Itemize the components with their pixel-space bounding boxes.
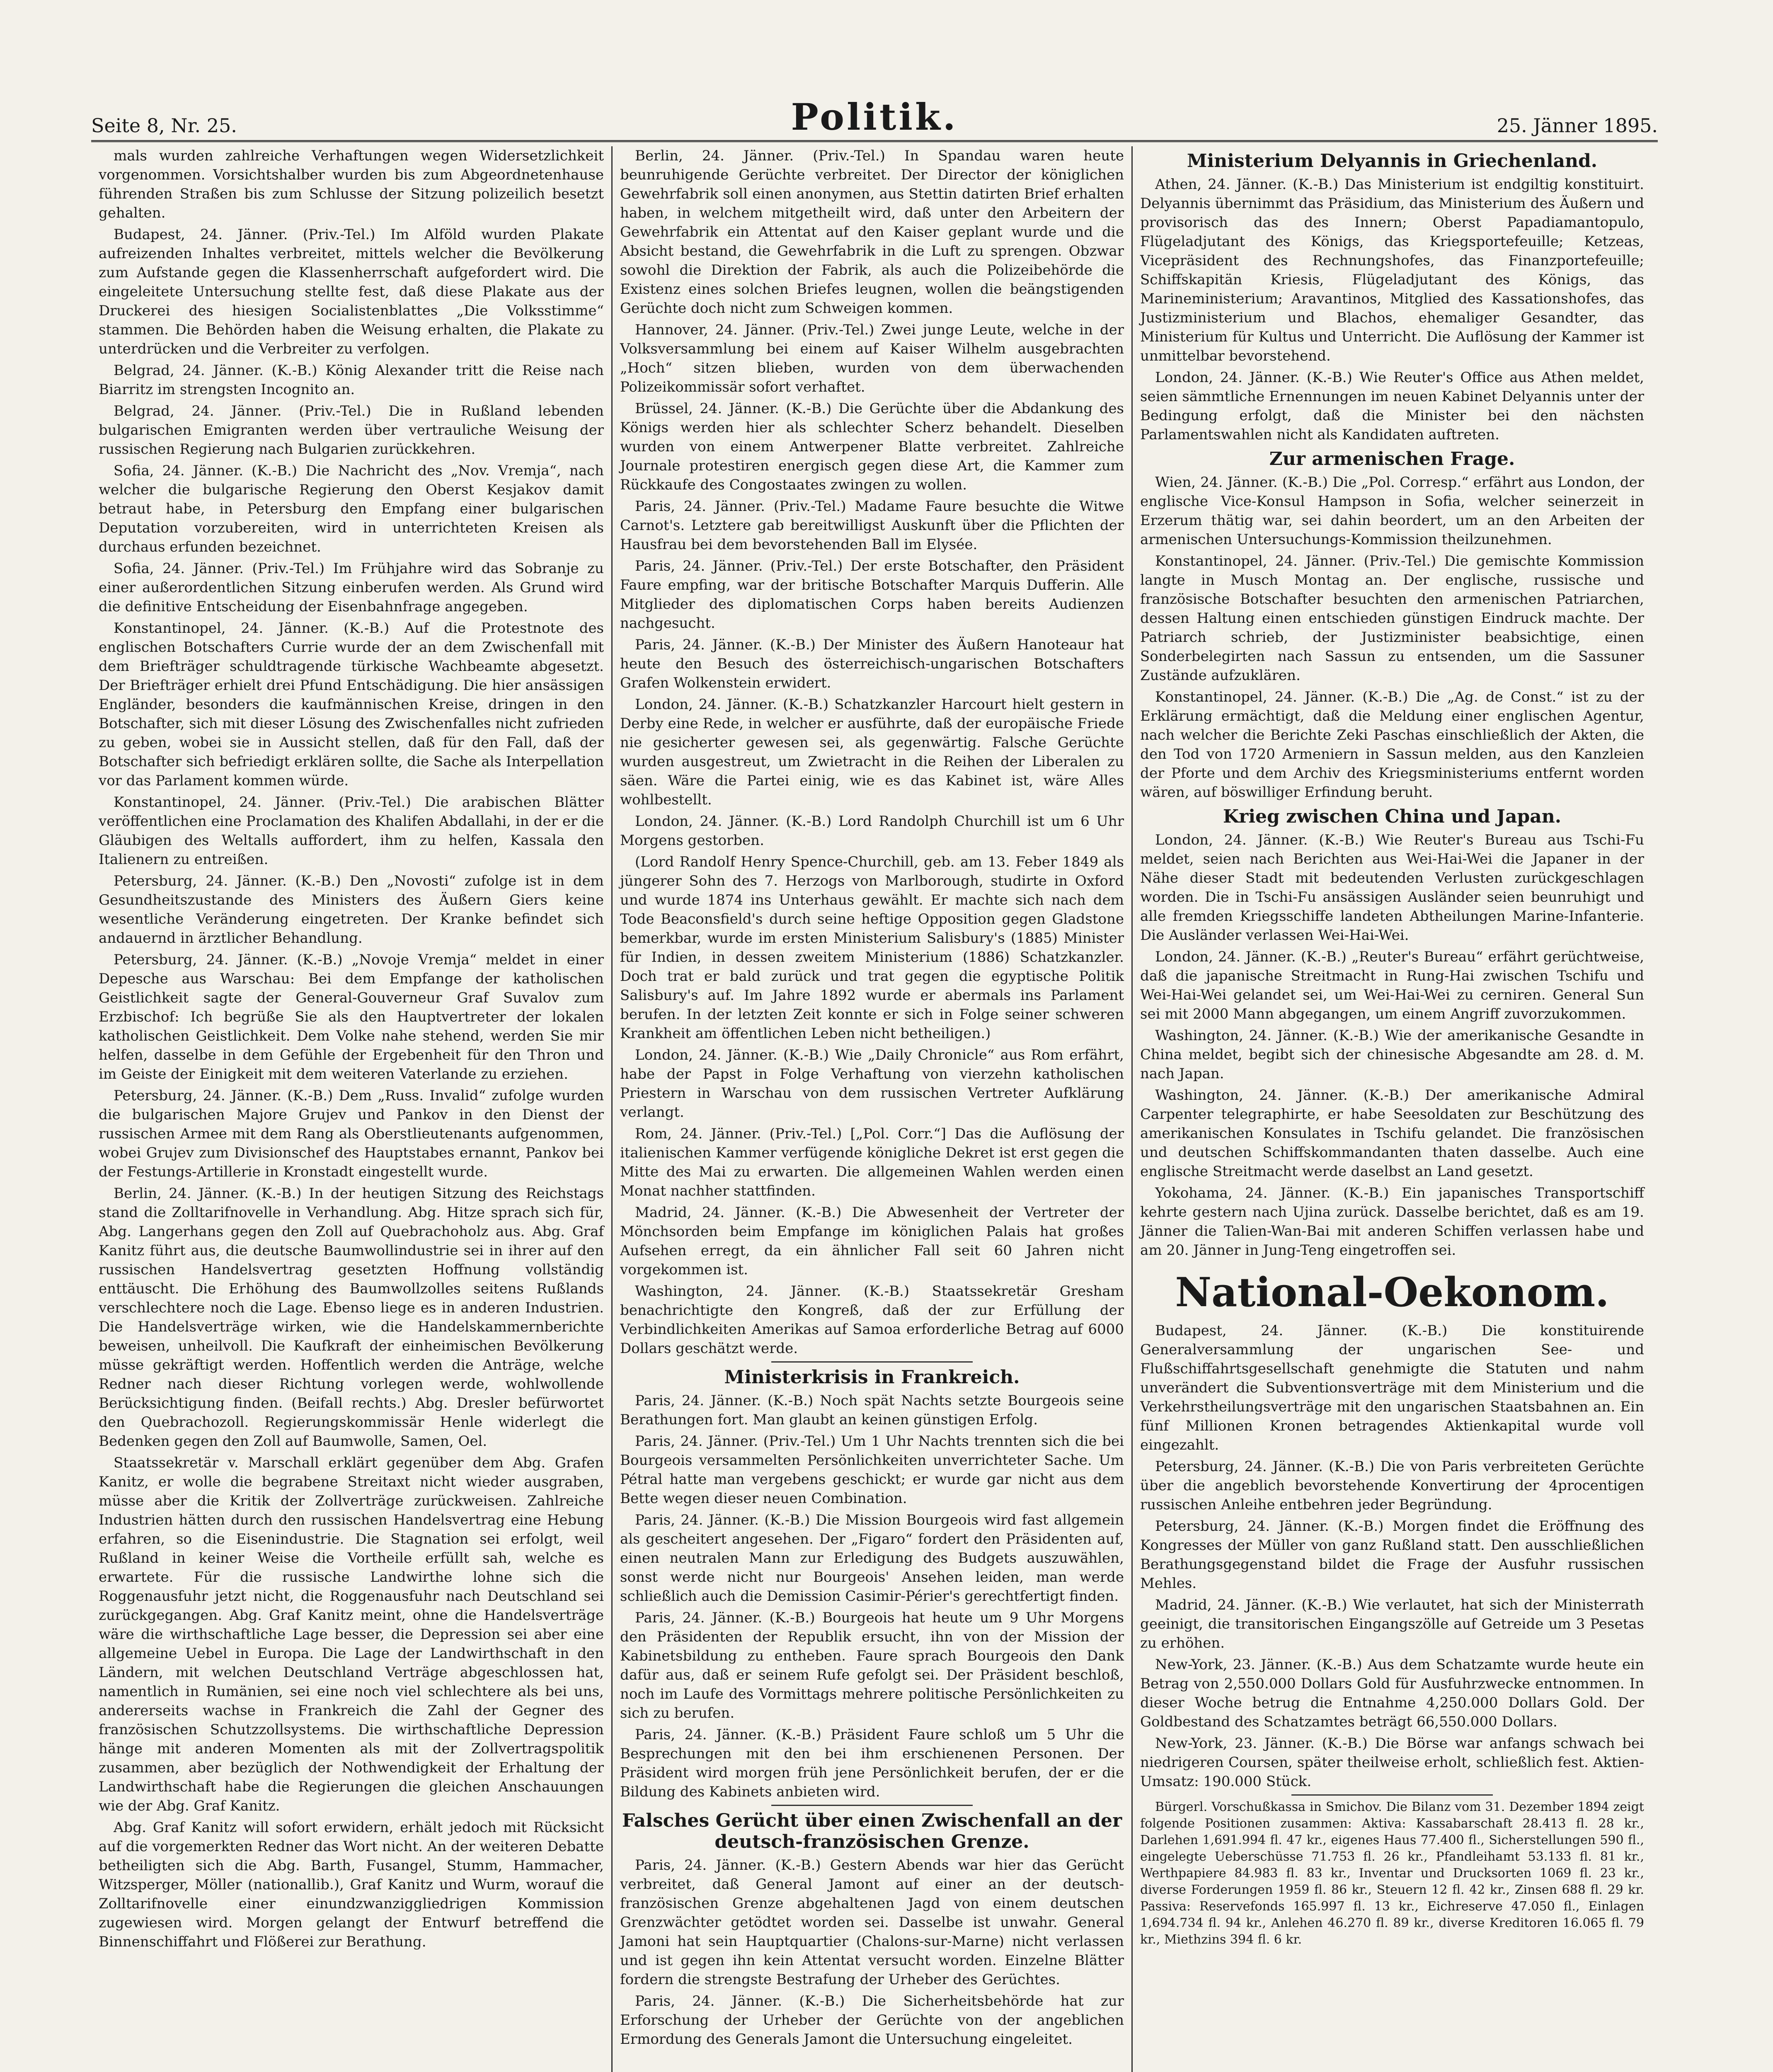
article-paragraph: Paris, 24. Jänner. (Priv.-Tel.) Madame Faure besuchte die Witwe Carnot's. Letztere gab bereitwilligst Auskunft über die Pflichten der Hausfrau bei dem bevorstehenden Ball im Elysée. (620, 498, 1124, 553)
article-paragraph: Paris, 24. Jänner. (Priv.-Tel.) Um 1 Uhr Nachts trennten sich die bei Bourgeois versammelten Persönlichkeiten unverrichteter Sache. Um Pétral hatte man vergebens geschickt; er wurde gar nicht aus dem Bette wegen dieser neuen Combination. (620, 1433, 1124, 1507)
article-paragraph: Brüssel, 24. Jänner. (K.-B.) Die Gerüchte über die Abdankung des Königs werden hier als schlechter Scherz behandelt. Dieselben wurden von einem Antwerpener Blatte verbreitet. Zahlreiche Journale protestiren energisch gegen diese Art, die Kammer zum Rückkaufe des Congostaates zwingen zu wollen. (620, 400, 1124, 493)
divider (771, 1805, 973, 1806)
article-paragraph: Paris, 24. Jänner. (K.-B.) Gestern Abends war hier das Gerücht verbreitet, daß General Jamont auf einer an der deutsch-französischen Grenze abgehaltenen Jagd von einem deutschen Grenzwächter getödtet worden sei. Dasselbe ist unwahr. General Jamoni hat sein Hauptquartier (Chalons-sur-Marne) nicht verlassen und ist gegen ihn kein Attentat versucht worden. Einzelne Blätter fordern die strengste Bestrafung der Urheber des Gerüchtes. (620, 1857, 1124, 1988)
article-paragraph: Yokohama, 24. Jänner. (K.-B.) Ein japanisches Transportschiff kehrte gestern nach Ujina zurück. Dasselbe berichtet, daß es am 19. Jänner die Talien-Wan-Bai mit anderen Schiffen verlassen habe und am 20. Jänner in Jung-Teng eingetroffen sei. (1140, 1185, 1644, 1259)
section-heading-delyannis: Ministerium Delyannis in Griechenland. (1187, 150, 1598, 172)
article-paragraph: Berlin, 24. Jänner. (Priv.-Tel.) In Spandau waren heute beunruhigende Gerüchte verbreitet. Der Director der königlichen Gewehrfabrik soll einen anonymen, aus Stettin datirten Brief erhalten haben, in welchem mitgetheilt wird, daß unter den Arbeitern der Gewehrfabrik ein Attentat auf den Kaiser geplant wurde und die Absicht bestand, die Gewehrfabrik in die Luft zu sprengen. Obzwar sowohl die Direktion der Fabrik, als auch die Polizeibehörde die Existenz eines solchen Briefes leugnen, wollen die beängstigenden Gerüchte doch nicht zum Schweigen kommen. (620, 148, 1124, 317)
article-paragraph: Washington, 24. Jänner. (K.-B.) Wie der amerikanische Gesandte in China meldet, begibt sich der chinesische Abgesandte am 28. d. M. nach Japan. (1140, 1027, 1644, 1082)
section-heading-armenische-frage: Zur armenischen Frage. (1269, 448, 1515, 470)
article-paragraph: Staatssekretär v. Marschall erklärt gegenüber dem Abg. Grafen Kanitz, er wolle die begrabene Streitaxt nicht wieder ausgraben, müsse aber die Kritik der Zollverträge zurückweisen. Zahlreiche Industrien hätten durch den russischen Handelsvertrag eine Hebung erfahren, so die Eisenindustrie. Die Stagnation sei erfolgt, weil Rußland in keiner Weise die Vortheile erfüllt sah, welche es erwartete. Für die russische Landwirthe lohne sich die Roggenausfuhr jetzt nicht, die Roggenausfuhr nach Deutschland sei zurückgegangen. Abg. Graf Kanitz meint, ohne die Handelsverträge wäre die wirthschaftliche Lage besser, die Depression sei aber eine allgemeine Uebel in Europa. Die Lage der Landwirthschaft in den Ländern, mit welchen Deutschland Verträge abgeschlossen hat, namentlich in Rumänien, sei eine noch viel schlechtere als bei uns, andererseits wachse in Frankreich die Zahl der Gegner des französischen Schutzzollsystems. Die wirthschaftliche Depression hänge mit anderen Momenten als mit der Zollvertragspolitik zusammen, aber bezüglich der Nothwendigkeit der Erhaltung der Landwirthschaft habe die Regierungen die gleichen Anschauungen wie der Abg. Graf Kanitz. (99, 1455, 604, 1814)
article-paragraph: mals wurden zahlreiche Verhaftungen wegen Widersetzlichkeit vorgenommen. Vorsichtshalber wurden bis zum Abgeordnetenhause führenden Straßen bis zum Schlusse der Sitzung polizeilich besetzt gehalten. (99, 148, 604, 221)
divider (771, 1361, 973, 1363)
article-paragraph: London, 24. Jänner. (K.-B.) Wie „Daily Chronicle“ aus Rom erfährt, habe der Papst in Folge Verhaftung von vierzehn katholischen Priestern in Warschau von dem russischen Vertreter Aufklärung verlangt. (620, 1047, 1124, 1121)
article-paragraph: Belgrad, 24. Jänner. (K.-B.) König Alexander tritt die Reise nach Biarritz im strengsten Incognito an. (99, 362, 604, 398)
article-paragraph: Rom, 24. Jänner. (Priv.-Tel.) [„Pol. Corr.“] Das die Auflösung der italienischen Kammer verfügende königliche Dekret ist erst gegen die Mitte des Mai zu erwarten. Die allgemeinen Wahlen werden einen Monat nachher stattfinden. (620, 1126, 1124, 1199)
article-paragraph: Petersburg, 24. Jänner. (K.-B.) „Novoje Vremja“ meldet in einer Depesche aus Warschau: Bei dem Empfange der katholischen Geistlichkeit sagte der General-Gouverneur Graf Suvalov zum Erzbischof: Ich begrüße Sie als den Hauptvertreter der lokalen katholischen Geistlichkeit. Dem Volke nahe stehend, werden Sie mir helfen, dasselbe in dem Gefühle der Ergebenheit für den Thron und im Geiste der Einigkeit mit dem weiteren Vaterlande zu erziehen. (99, 951, 604, 1082)
article-paragraph: Konstantinopel, 24. Jänner. (Priv.-Tel.) Die gemischte Kommission langte in Musch Montag an. Der englische, russische und französische Botschafter besuchten den armenischen Patriarchen, dessen Haltung einen entschieden günstigen Eindruck machte. Der Patriarch schrieb, der Justizminister beabsichtige, einen Sonderbelegirten nach Sassun zu entsenden, um die Sassuner Zustände aufzuklären. (1140, 553, 1644, 684)
article-paragraph: Petersburg, 24. Jänner. (K.-B.) Die von Paris verbreiteten Gerüchte über die angeblich bevorstehende Konvertirung der 4procentigen russischen Anleihe entbehren jeder Begründung. (1140, 1458, 1644, 1513)
columns (91, 146, 1658, 2072)
article-paragraph: Paris, 24. Jänner. (K.-B.) Der Minister des Äußern Hanoteaur hat heute den Besuch des österreichisch-ungarischen Botschafters Grafen Wolkenstein erwidert. (620, 637, 1124, 691)
article-paragraph: Sofia, 24. Jänner. (K.-B.) Die Nachricht des „Nov. Vremja“, nach welcher die bulgarische Regierung den Oberst Kesjakov damit betraut habe, in Petersburg den Empfang einer bulgarischen Deputation vorzubereiten, wird in unterrichteten Kreisen als durchaus erfunden bezeichnet. (99, 462, 604, 555)
article-paragraph: Madrid, 24. Jänner. (K.-B.) Die Abwesenheit der Vertreter der Mönchsorden beim Empfange im königlichen Palais hat großes Aufsehen erregt, da ein ähnlicher Fall seit 60 Jahren nicht vorgekommen ist. (620, 1204, 1124, 1278)
article-paragraph: Konstantinopel, 24. Jänner. (K.-B.) Auf die Protestnote des englischen Botschafters Currie wurde der an dem Zwischenfall mit dem Briefträger schuldtragende türkische Wachbeamte abgesetzt. Der Briefträger erhielt drei Pfund Entschädigung. Die hier ansässigen Engländer, besonders die kaufmännischen Kreise, dringen in den Botschafter, sich mit dieser Lösung des Zwischenfalles nicht zufrieden zu geben, wobei sie in Aussicht stellen, daß für den Fall, daß der Botschafter sich befriedigt erklären sollte, die Sache als Interpellation vor das Parlament kommen würde. (99, 620, 604, 789)
article-paragraph: Washington, 24. Jänner. (K.-B.) Staatssekretär Gresham benachrichtigte den Kongreß, daß der zur Erfüllung der Verbindlichkeiten Amerikas auf Samoa erforderliche Betrag auf 6000 Dollars geschätzt werde. (620, 1283, 1124, 1357)
article-paragraph: Paris, 24. Jänner. (Priv.-Tel.) Der erste Botschafter, den Präsident Faure empfing, war der britische Botschafter Marquis Dufferin. Alle Mitglieder des diplomatischen Corps haben bereits Audienzen nachgesucht. (620, 558, 1124, 632)
article-paragraph: (Lord Randolf Henry Spence-Churchill, geb. am 13. Feber 1849 als jüngerer Sohn des 7. Herzogs von Marlborough, studirte in Oxford und wurde 1874 ins Unterhaus gewählt. Er machte sich nach dem Tode Beaconsfield's durch seine heftige Opposition gegen Gladstone bemerkbar, wurde im ersten Ministerium Salisbury's (1885) Minister für Indien, in dessen zweitem Ministerium (1886) Schatzkanzler. Doch trat er bald zurück und trat gegen die egyptische Politik Salisbury's auf. Im Jahre 1892 wurde er abermals ins Parlament berufen. In der letzten Zeit konnte er sich in Folge seiner schweren Krankheit am öffentlichen Leben nicht betheiligen.) (620, 854, 1124, 1042)
article-paragraph: Paris, 24. Jänner. (K.-B.) Die Sicherheitsbehörde hat zur Erforschung der Urheber der Gerüchte von der angeblichen Ermordung des Generals Jamont die Untersuchung eingeleitet. (620, 1993, 1124, 2048)
article-paragraph: Petersburg, 24. Jänner. (K.-B.) Den „Novosti“ zufolge ist in dem Gesundheitszustande des Ministers des Äußern Giers keine wesentliche Veränderung eingetreten. Der Kranke befindet sich andauernd in ärztlicher Behandlung. (99, 873, 604, 946)
article-paragraph: Paris, 24. Jänner. (K.-B.) Bourgeois hat heute um 9 Uhr Morgens den Präsidenten der Republik ersucht, ihn von der Mission der Kabinetsbildung zu entheben. Faure sprach Bourgeois den Dank dafür aus, daß er seinem Rufe gefolgt sei. Der Präsident beschloß, noch im Laufe des Vormittags mehrere politische Persönlichkeiten zu sich zu berufen. (620, 1610, 1124, 1721)
article-paragraph: Budapest, 24. Jänner. (K.-B.) Die konstituirende Generalversammlung der ungarischen See- und Flußschiffahrtsgesellschaft genehmigte die Statuten und nahm unverändert die Subventionsverträge mit dem Ministerium und die Verkehrstheilungsverträge mit den ungarischen Staatsbahnen an. Ein fünf Millionen Kronen betragendes Aktienkapital wurde voll eingezahlt. (1140, 1322, 1644, 1453)
article-paragraph: Sofia, 24. Jänner. (Priv.-Tel.) Im Frühjahre wird das Sobranje zu einer außerordentlichen Sitzung einberufen werden. Als Grund wird die definitive Entscheidung der Eisenbahnfrage angegeben. (99, 560, 604, 615)
article-paragraph: Petersburg, 24. Jänner. (K.-B.) Dem „Russ. Invalid“ zufolge wurden die bulgarischen Majore Grujev und Pankov in den Dienst der russischen Armee mit dem Rang als Oberstlieutenants aufgenommen, wobei Grujev zum Divisionschef des Hauptstabes ernannt, Pankov bei der Festungs-Artillerie in Kronstadt eingestellt wurde. (99, 1087, 604, 1180)
article-paragraph: Hannover, 24. Jänner. (Priv.-Tel.) Zwei junge Leute, welche in der Volksversammlung bei einem auf Kaiser Wilhelm ausgebrachten „Hoch“ sitzen blieben, wurden von dem überwachenden Polizeikommissär sofort verhaftet. (620, 322, 1124, 395)
article-paragraph: Washington, 24. Jänner. (K.-B.) Der amerikanische Admiral Carpenter telegraphirte, er habe Seesoldaten zur Beschützung des amerikanischen Konsulates in Tschifu gelandet. Die französischen und deutschen Schiffskommandanten thaten dasselbe. Auch eine englische Streitmacht werde daselbst an Land gesetzt. (1140, 1087, 1644, 1180)
notice-vorschusskassa: Bürgerl. Vorschußkassa in Smichov. Die Bilanz vom 31. Dezember 1894 zeigt folgende Positionen zusammen: Aktiva: Kassabarschaft 28.413 fl. 28 kr., Darlehen 1,691.994 fl. 47 kr., eigenes Haus 77.400 fl., Sicherstellungen 590 fl., eingelegte Ueberschüsse 71.753 fl. 26 kr., Pfandleihamt 53.133 fl. 81 kr., Werthpapiere 84.983 fl. 83 kr., Inventar und Drucksorten 1069 fl. 23 kr., diverse Forderungen 1959 fl. 86 kr., Steuern 12 fl. 42 kr., Zinsen 688 fl. 29 kr. Passiva: Reservefonds 165.997 fl. 13 kr., Eichreserve 47.050 fl., Einlagen 1,694.734 fl. 94 kr., Anlehen 46.270 fl. 89 kr., diverse Kreditoren 16.065 fl. 79 kr., Miethzins 394 fl. 6 kr. (1140, 1800, 1644, 1947)
page-number: Seite 8, Nr. 25. (91, 114, 237, 137)
article-paragraph: Berlin, 24. Jänner. (K.-B.) In der heutigen Sitzung des Reichstags stand die Zolltarifnovelle in Verhandlung. Abg. Hitze sprach sich für, Abg. Langerhans gegen den Zoll auf Quebrachoholz aus. Abg. Graf Kanitz führt aus, die deutsche Baumwollindustrie sei in ihrer auf den russischen Handelsvertrag gesetzten Hoffnung vollständig enttäuscht. Die Erhöhung des Baumwollzolles seitens Rußlands verschlechtere noch die Lage. Ebenso liege es in anderen Industrien. Die Handelsverträge wirken, wie die Handelskammernberichte beweisen, unheilvoll. Die Kaufkraft der einheimischen Bevölkerung müsse gekräftigt werden. Hoffentlich werden die Anträge, welche Redner nach dieser Richtung vorlegen werde, wohlwollende Berücksichtigung finden. (Beifall rechts.) Abg. Dresler befürwortet den Quebrachozoll. Regierungskommissär Henle widerlegt die Bedenken gegen den Zoll auf Baumwolle, Samen, Oel. (99, 1185, 604, 1450)
article-paragraph: Paris, 24. Jänner. (K.-B.) Noch spät Nachts setzte Bourgeois seine Berathungen fort. Man glaubt an keinen günstigen Erfolg. (620, 1392, 1124, 1428)
article-paragraph: London, 24. Jänner. (K.-B.) „Reuter's Bureau“ erfährt gerüchtweise, daß die japanische Streitmacht in Rung-Hai zwischen Tschifu und Wei-Hai-Wei gelandet sei, um Wei-Hai-Wei zu cerniren. General Sun sei mit 2000 Mann abgegangen, um einem Angriff zuvorzukommen. (1140, 949, 1644, 1022)
page-header (91, 95, 1658, 142)
article-paragraph: Konstantinopel, 24. Jänner. (Priv.-Tel.) Die arabischen Blätter veröffentlichen eine Proclamation des Khalifen Abdallahi, in der er die Gläubigen des Weltalls auffordert, ihm zu helfen, Kassala den Italienern zu entreißen. (99, 794, 604, 868)
article-paragraph: Paris, 24. Jänner. (K.-B.) Die Mission Bourgeois wird fast allgemein als gescheitert angesehen. Der „Figaro“ fordert den Präsidenten auf, einen neutralen Mann zur Erledigung des Budgets auszuwählen, sonst werde nicht nur Bourgeois' Ansehen leiden, man werde schließlich auch die Demission Casimir-Périer's gerechtfertigt finden. (620, 1512, 1124, 1605)
article-paragraph: New-York, 23. Jänner. (K.-B.) Aus dem Schatzamte wurde heute ein Betrag von 2,550.000 Dollars Gold für Ausfuhrzwecke entnommen. In dieser Woche betrug die Entnahme 4,250.000 Dollars Gold. Der Goldbestand des Schatzamtes beträgt 66,550.000 Dollars. (1140, 1656, 1644, 1730)
section-heading-ministerkrisis: Ministerkrisis in Frankreich. (724, 1367, 1020, 1388)
article-paragraph: London, 24. Jänner. (K.-B.) Schatzkanzler Harcourt hielt gestern in Derby eine Rede, in welcher er ausführte, daß der europäische Friede nie gesicherter gewesen sei, als gegenwärtig. Falsche Gerüchte wurden ausgestreut, um Zwietracht in die Reihen der Liberalen zu säen. Wäre die Partei einig, wie es das Kabinet ist, wäre Alles wohlbestellt. (620, 696, 1124, 808)
section-heading-china-japan: Krieg zwischen China und Japan. (1223, 806, 1562, 827)
article-paragraph: Budapest, 24. Jänner. (Priv.-Tel.) Im Alföld wurden Plakate aufreizenden Inhaltes verbreitet, mittels welcher die Bevölkerung zum Aufstande gegen die Klassenherrschaft aufgefordert wird. Die eingeleitete Untersuchung stellte fest, daß diese Plakate aus der Druckerei des hiesigen Socialistenblattes „Die Volksstimme“ stammen. Die Behörden haben die Weisung erhalten, die Plakate zu unterdrücken und die Verbreiter zu verfolgen. (99, 226, 604, 357)
article-paragraph: Abg. Graf Kanitz will sofort erwidern, erhält jedoch mit Rücksicht auf die vorgemerkten Redner das Wort nicht. An der weiteren Debatte betheiligten sich die Abg. Barth, Fusangel, Stumm, Hammacher, Witzsperger, Möller (nationallib.), Graf Kanitz und Wurm, worauf die Zolltarifnovelle einer einundzwanziggliedrigen Kommission zugewiesen wird. Morgen gelangt der Entwurf betreffend die Binnenschiffahrt und Flößerei zur Berathung. (99, 1819, 604, 1950)
article-paragraph: London, 24. Jänner. (K.-B.) Wie Reuter's Office aus Athen meldet, seien sämmtliche Ernennungen im neuen Kabinet Delyannis unter der Bedingung erfolgt, daß die Minister bei den nächsten Parlamentswahlen nicht als Kandidaten auftreten. (1140, 369, 1644, 443)
article-paragraph: Athen, 24. Jänner. (K.-B.) Das Ministerium ist endgiltig konstituirt. Delyannis übernimmt das Präsidium, das Ministerium des Äußern und provisorisch das des Innern; Oberst Papadiamantopulo, Flügeladjutant des Königs, das Kriegsportefeuille; Ketzeas, Vicepräsident des Rechnungshofes, das Finanzportefeuille; Schiffskapitän Kriesis, Flügeladjutant des Königs, das Marineministerium; Aravantinos, Mitglied des Kassationshofes, das Justizministerium und Blachos, ehemaliger Gesandter, das Ministerium für Kultus und Unterricht. Die Auflösung der Kammer ist unmittelbar bevorstehend. (1140, 176, 1644, 364)
column-3 (1131, 146, 1652, 2072)
section-heading-national-oekonom: National-Oekonom. (1175, 1269, 1609, 1316)
article-paragraph: London, 24. Jänner. (K.-B.) Lord Randolph Churchill ist um 6 Uhr Morgens gestorben. (620, 813, 1124, 849)
divider (1291, 1794, 1493, 1796)
column-2 (611, 146, 1131, 2072)
issue-date: 25. Jänner 1895. (1497, 114, 1658, 137)
newspaper-page (91, 95, 1658, 2072)
article-paragraph: Madrid, 24. Jänner. (K.-B.) Wie verlautet, hat sich der Ministerrath geeinigt, die transitorischen Eingangszölle auf Getreide um 3 Pesetas zu erhöhen. (1140, 1597, 1644, 1651)
article-paragraph: New-York, 23. Jänner. (K.-B.) Die Börse war anfangs schwach bei niedrigeren Coursen, später theilweise erholt, schließlich fest. Aktien-Umsatz: 190.000 Stück. (1140, 1735, 1644, 1790)
article-paragraph: Paris, 24. Jänner. (K.-B.) Präsident Faure schloß um 5 Uhr die Besprechungen mit den bei ihm erschienenen Personen. Der Präsident wird morgen früh jene Persönlichkeit berufen, der er die Bildung des Kabinets anbieten wird. (620, 1726, 1124, 1800)
article-paragraph: Belgrad, 24. Jänner. (Priv.-Tel.) Die in Rußland lebenden bulgarischen Emigranten werden über vertrauliche Weisung der russischen Regierung nach Bulgarien zurückkehren. (99, 403, 604, 457)
article-paragraph: Petersburg, 24. Jänner. (K.-B.) Morgen findet die Eröffnung des Kongresses der Müller von ganz Rußland statt. Den ausschließlichen Berathungsgegenstand bildet die Frage der Ausfuhr russischen Mehles. (1140, 1518, 1644, 1592)
article-paragraph: London, 24. Jänner. (K.-B.) Wie Reuter's Bureau aus Tschi-Fu meldet, seien nach Berichten aus Wei-Hai-Wei die Japaner in der Nähe dieser Stadt mit bedeutenden Verlusten zurückgeschlagen worden. Die in Tschi-Fu ansässigen Ausländer seien beunruhigt und alle fremden Kriegsschiffe landeten Abtheilungen Marine-Infanterie. Die Ausländer verlassen Wei-Hai-Wei. (1140, 832, 1644, 944)
section-title: Politik. (791, 95, 958, 138)
column-1 (91, 146, 611, 2072)
article-paragraph: Wien, 24. Jänner. (K.-B.) Die „Pol. Corresp.“ erfährt aus London, der englische Vice-Konsul Hampson in Sofia, welcher seinerzeit in Erzerum thätig war, sei dahin beordert, um an den Arbeiten der armenischen Untersuchungs-Kommission theilzunehmen. (1140, 474, 1644, 548)
article-paragraph: Konstantinopel, 24. Jänner. (K.-B.) Die „Ag. de Const.“ ist zu der Erklärung ermächtigt, daß die Meldung einer englischen Agentur, nach welcher die Berichte Zeki Paschas einschließlich der Akten, die den Tod von 1720 Armeniern in Sassun melden, aus den Kanzleien der Pforte und dem Archiv des Kriegsministeriums entfernt worden wären, auf böswilliger Erfindung beruht. (1140, 689, 1644, 801)
section-heading-falsches-geruecht: Falsches Gerücht über einen Zwischenfall an der deutsch-französischen Grenze. (622, 1810, 1122, 1852)
